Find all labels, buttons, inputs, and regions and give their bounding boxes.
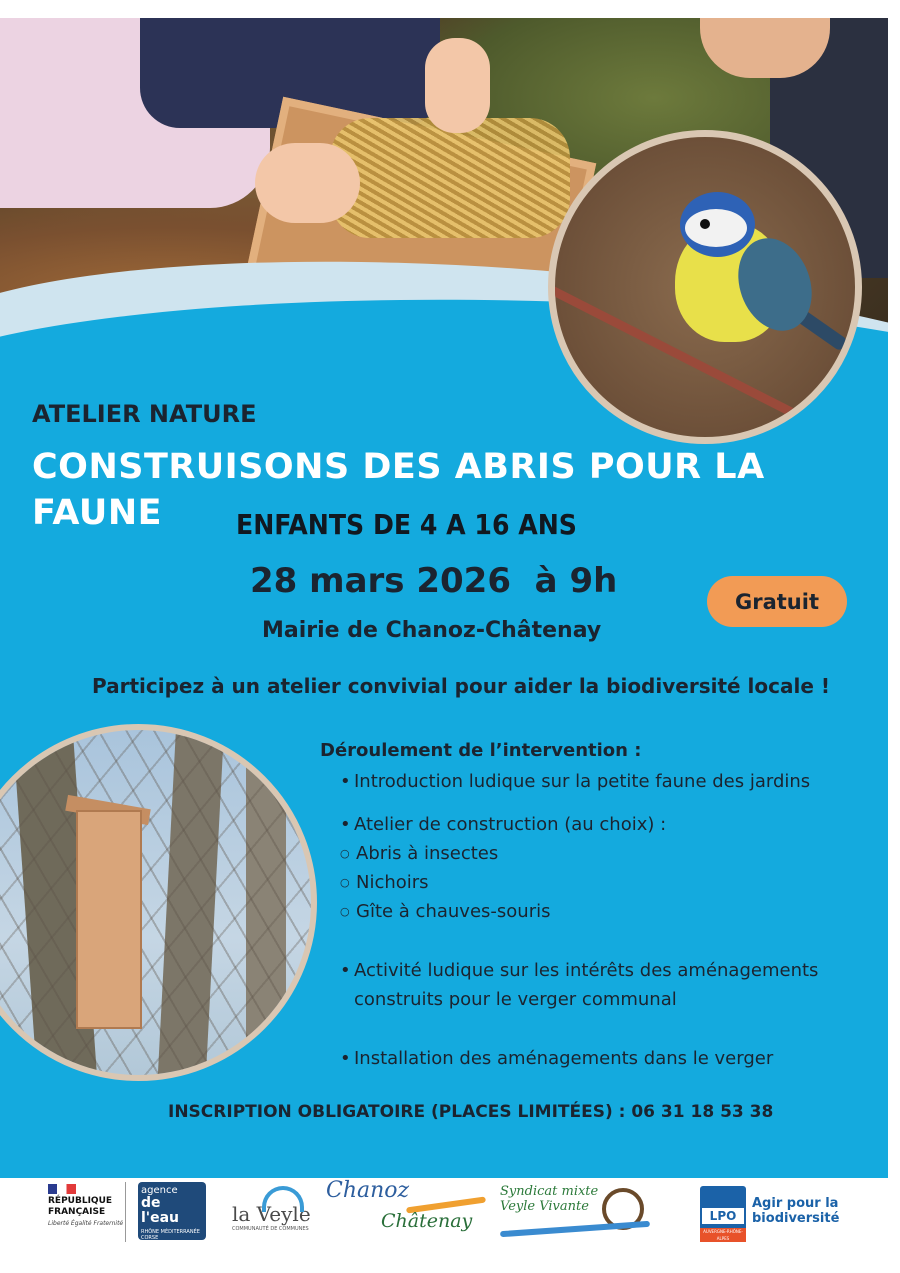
- logo-divider: [125, 1182, 126, 1242]
- program-item: • Installation des aménagements dans le verger: [320, 1044, 860, 1073]
- program-item: • Atelier de construction (au choix) :: [320, 810, 860, 839]
- program-heading: Déroulement de l’intervention :: [320, 740, 642, 761]
- syndicat-veyle-vivante-logo: Syndicat mixte Veyle Vivante: [500, 1184, 660, 1246]
- program-item: • Activité ludique sur les intérêts des aménagements construits pour le verger communal: [320, 956, 860, 1014]
- lpo-tagline: Agir pour la biodiversité: [752, 1196, 840, 1226]
- blue-tit-photo: [548, 130, 862, 444]
- program-section: [320, 740, 860, 1073]
- la-veyle-logo: la Veyle COMMUNAUTÉ DE COMMUNES: [232, 1188, 312, 1244]
- bat-box-photo: [0, 724, 317, 1081]
- chanoz-chatenay-logo: Chanoz Châtenay: [326, 1178, 476, 1248]
- lpo-logo: LPO AUVERGNE-RHÔNE-ALPES: [700, 1186, 746, 1242]
- partner-logos: [0, 1178, 900, 1273]
- republique-francaise-logo: RÉPUBLIQUE FRANÇAISE Liberté Égalité Fraternité: [48, 1184, 128, 1244]
- program-subitem: ○ Nichoirs: [320, 868, 860, 897]
- event-location: Mairie de Chanoz-Châtenay: [262, 618, 602, 643]
- agence-eau-logo: agence de l'eau RHÔNE MÉDITERRANÉE CORSE: [138, 1182, 206, 1240]
- program-subitem: ○ Gîte à chauves-souris: [320, 897, 860, 926]
- french-flag-icon: [48, 1184, 76, 1194]
- poster: [0, 18, 888, 1178]
- main-title: CONSTRUISONS DES ABRIS POUR LA FAUNE: [32, 447, 765, 533]
- audience-label: ENFANTS DE 4 A 16 ANS: [236, 508, 577, 541]
- program-item: • Introduction ludique sur la petite faune des jardins: [320, 767, 860, 796]
- intro-text: Participez à un atelier convivial pour aider la biodiversité locale !: [92, 674, 830, 698]
- program-subitem: ○ Abris à insectes: [320, 839, 860, 868]
- event-date: 28 mars 2026 à 9h: [250, 561, 618, 601]
- kicker-label: ATELIER NATURE: [32, 400, 257, 428]
- free-badge: Gratuit: [707, 576, 847, 627]
- registration-notice: INSCRIPTION OBLIGATOIRE (PLACES LIMITÉES) : 06 31 18 53 38: [168, 1102, 774, 1122]
